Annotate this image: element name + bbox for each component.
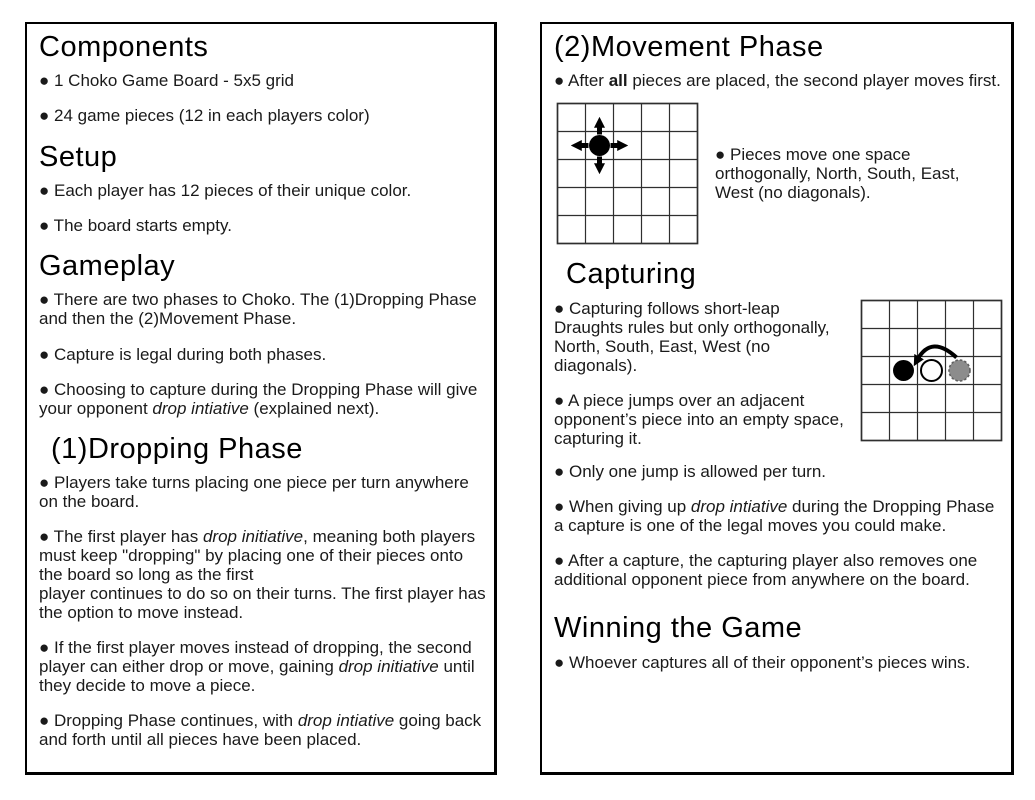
setup-heading: Setup bbox=[39, 140, 118, 173]
gameplay-heading: Gameplay bbox=[39, 250, 176, 282]
capturing-piece-origin bbox=[949, 360, 970, 381]
gameplay-item: ● Choosing to capture during the Dropping Phase will give your opponent drop intiative (explained next). bbox=[39, 379, 478, 418]
movement-phase-heading: (2)Movement Phase bbox=[554, 31, 824, 63]
dropping-item: ● If the first player moves instead of dropping, the second player can either drop or move, gaining drop initiative until they decide to move a piece. bbox=[39, 638, 475, 696]
movement-side-note bbox=[715, 145, 961, 202]
capturing-diagram-row bbox=[554, 299, 1003, 448]
winning-item: ● Whoever captures all of their opponent’s pieces wins. bbox=[554, 652, 971, 672]
capturing-item: ● Only one jump is allowed per turn. bbox=[554, 462, 827, 482]
capturing-heading: Capturing bbox=[566, 258, 697, 291]
capturing-item: ● Capturing follows short-leap Draughts rules but only orthogonally, North, South, East, West (no diagonals). bbox=[554, 298, 830, 375]
jumped-opponent-piece bbox=[921, 360, 942, 381]
components-item: ● 24 game pieces (12 in each players color) bbox=[39, 106, 370, 126]
dropping-phase-heading: (1)Dropping Phase bbox=[51, 432, 303, 465]
movement-diagram-row bbox=[556, 102, 1003, 245]
movement-intro: ● After all pieces are placed, the second player moves first. bbox=[554, 71, 1001, 91]
gameplay-item: ● Capture is legal during both phases. bbox=[39, 344, 327, 364]
capture-diagram bbox=[860, 299, 1003, 442]
moving-piece bbox=[589, 135, 610, 156]
setup-item: ● The board starts empty. bbox=[39, 215, 232, 235]
components-heading: Components bbox=[39, 31, 209, 63]
capturing-item: ● A piece jumps over an adjacent opponent’s piece into an empty space, capturing it. bbox=[554, 391, 844, 449]
board-border bbox=[558, 104, 698, 244]
dropping-item: ● Players take turns placing one piece per turn anywhere on the board. bbox=[39, 473, 469, 512]
left-rules-panel bbox=[25, 22, 497, 775]
components-item: ● 1 Choko Game Board - 5x5 grid bbox=[39, 71, 294, 91]
setup-item: ● Each player has 12 pieces of their unique color. bbox=[39, 180, 412, 200]
capturing-item: ● After a capture, the capturing player also removes one additional opponent piece from anywhere on the board. bbox=[554, 551, 978, 590]
jump-arc-arrow bbox=[918, 346, 957, 359]
dropping-item: ● Dropping Phase continues, with drop intiative going back and forth until all pieces have been placed. bbox=[39, 711, 482, 750]
winning-heading: Winning the Game bbox=[554, 612, 803, 645]
dropping-item: ● The first player has drop initiative, meaning both players must keep "dropping" by placing one of their pieces onto the board so long as the first player continues to do so on their turns. The first player has the option to move instead. bbox=[39, 527, 486, 623]
movement-diagram bbox=[556, 102, 699, 245]
right-rules-panel bbox=[540, 22, 1014, 775]
movement-note-text: ● Pieces move one space orthogonally, North, South, East, West (no diagonals). bbox=[715, 145, 960, 203]
capturing-piece-destination bbox=[893, 360, 914, 381]
gameplay-item: ● There are two phases to Choko. The (1)Dropping Phase and then the (2)Movement Phase. bbox=[39, 290, 477, 329]
capturing-text-column bbox=[554, 299, 852, 448]
capturing-item: ● When giving up drop intiative during the Dropping Phase a capture is one of the legal moves you could make. bbox=[554, 497, 995, 536]
